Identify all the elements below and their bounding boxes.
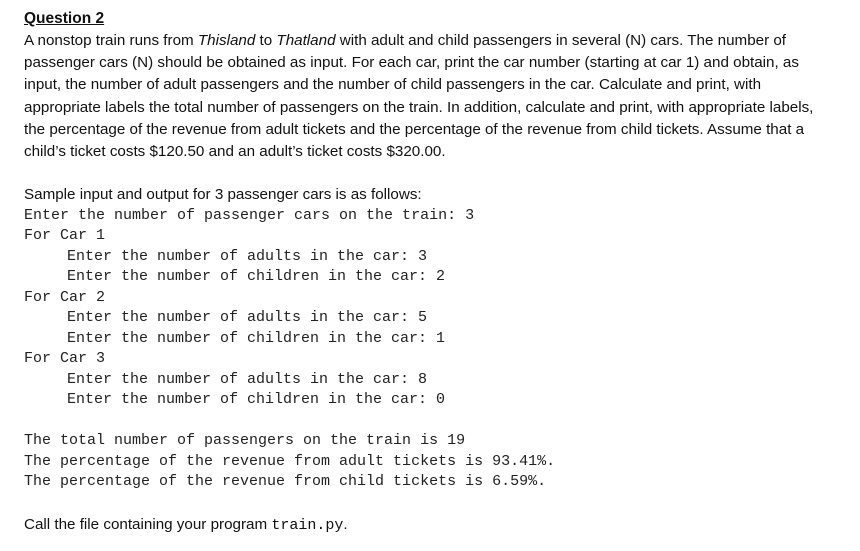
footer-instruction [24,515,836,536]
cars-prompt-line: Enter the number of passenger cars on the train: 3 [24,206,475,224]
car-3-adults-line: Enter the number of adults in the car: 8 [67,370,428,388]
description-rest: with adult and child passengers in several (N) cars. The number of passenger cars (N) should be obtained as input. For each car, print the car number (starting at car 1) and obtain, as input, the number of adult passengers and the number of child passengers in the car. Calculate and print, with appropriate labels the total number of passengers on the train. In addition, calculate and print, with appropriate labels, the percentage of the revenue from adult tickets and the percentage of the revenue from child tickets. Assume that a child’s ticket costs $120.50 and an adult’s ticket costs $320.00. [24,32,814,161]
description-to: to [255,32,277,49]
document-page [24,8,836,551]
origin-name: Thisland [197,32,256,49]
sample-intro: Sample input and output for 3 passenger cars is as follows: [24,186,422,204]
spacer [24,411,836,432]
footer-text: Call the file containing your program [24,515,272,533]
child-revenue-line: The percentage of the revenue from child tickets is 6.59%. [24,473,547,491]
total-passengers-line: The total number of passengers on the train is 19 [24,432,466,450]
program-filename: train.py [271,516,344,534]
question-heading: Question 2 [24,10,105,27]
sample-io-block [24,206,836,493]
car-1-header: For Car 1 [24,227,106,245]
question-description [24,30,836,163]
car-3-children-line: Enter the number of children in the car: 0 [67,391,446,409]
car-2-header: For Car 2 [24,288,106,306]
car-1-adults-line: Enter the number of adults in the car: 3 [67,247,428,265]
car-1-children-line: Enter the number of children in the car: 2 [67,268,446,286]
adult-revenue-line: The percentage of the revenue from adult tickets is 93.41%. [24,452,556,470]
car-2-adults-line: Enter the number of adults in the car: 5 [67,309,428,327]
car-2-children-line: Enter the number of children in the car: 1 [67,329,446,347]
description-start: A nonstop train runs from [24,32,198,49]
destination-name: Thatland [276,32,336,49]
footer-period: . [343,515,348,533]
car-3-header: For Car 3 [24,350,106,368]
spacer [24,163,836,185]
